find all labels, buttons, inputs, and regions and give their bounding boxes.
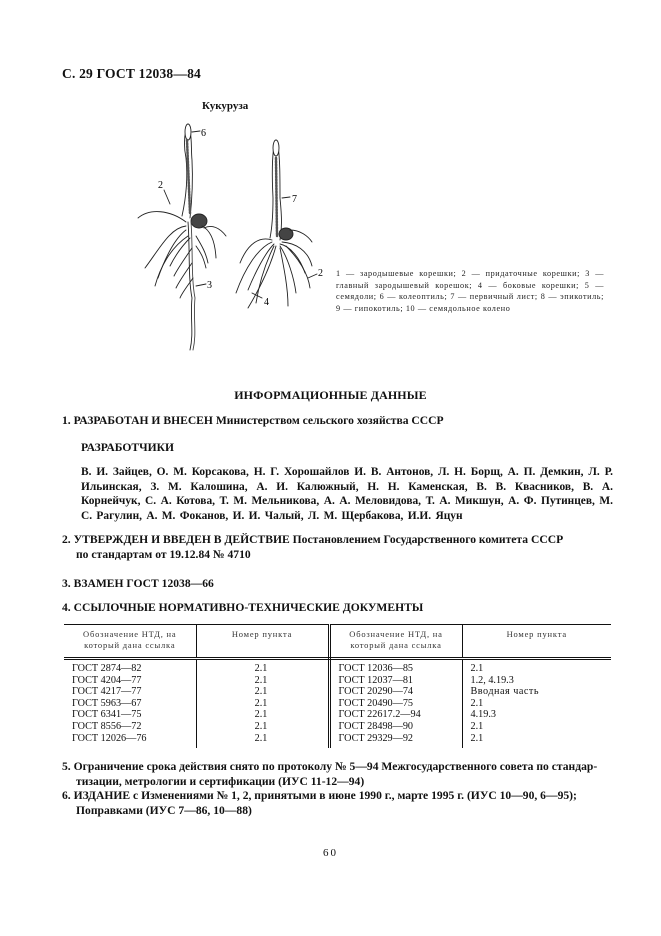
doc-cell: ГОСТ 28498—90 [329, 721, 462, 733]
doc-cell: ГОСТ 5963—67 [64, 698, 196, 710]
doc-cell: ГОСТ 29329—92 [329, 733, 462, 749]
clause-cell: 2.1 [470, 697, 484, 709]
page-number: 60 [323, 847, 338, 859]
label-2-right: 2 [318, 268, 323, 279]
header-doc-right: Обозначение НТД, на который дана ссылка [329, 625, 462, 659]
table-row [64, 698, 611, 710]
doc-cell: ГОСТ 8556—72 [64, 721, 196, 733]
doc-cell: ГОСТ 4204—77 [64, 675, 196, 687]
developers-list: В. И. Зайцев, О. М. Корсакова, Н. Г. Хорошайлов И. В. Антонов, Л. Н. Борщ, А. П. Демкин, Л. Р. Ильинская, З. М. Калошина, А. И. Калюжный, Н. Н. Каменская, В. В. Квасников, В. А. Корнейчук, С. А. Котова, Т. М. Мельникова, А. А. Меловидова, Т. А. Микшун, А. Ф. Путинцев, М. С. Рагулин, А. М. Фоканов, И. И. Чалый, Л. М. Щербакова, И.И. Яцун [81, 466, 613, 522]
item-6-line1: 6. ИЗДАНИЕ с Изменениями № 1, 2, принятыми в июне 1990 г., марте 1995 г. (ИУС 10—90, 6—95); [62, 789, 577, 802]
table-row [64, 709, 611, 721]
label-2-left: 2 [158, 180, 163, 191]
clause-cell: 2.1 [470, 732, 484, 744]
clause-cell: 2.1 [196, 659, 329, 675]
doc-cell: ГОСТ 4217—77 [64, 686, 196, 698]
label-3: 3 [207, 280, 212, 291]
section-title: ИНФОРМАЦИОННЫЕ ДАННЫЕ [234, 388, 427, 402]
item-2-lead: 2. УТВЕРЖДЕН И ВВЕДЕН В ДЕЙСТВИЕ [62, 533, 290, 546]
figure-caption: 1 — зародышевые корешки; 2 — придаточные корешки; 3 — главный зародышевый корешок; 4 — боковые корешки; 5 — семядоли; 6 — колеоптиль; 7 — первичный лист; 8 — эпикотиль; 9 — гипокотиль; 10 — семядольное колено [336, 269, 604, 313]
doc-cell: ГОСТ 12037—81 [329, 675, 462, 687]
references-table [64, 624, 611, 748]
figure-title: Кукуруза [202, 100, 249, 112]
table-row [64, 686, 611, 698]
item-1-lead: 1. РАЗРАБОТАН И ВНЕСЕН [62, 414, 213, 427]
clause-cell: 2.1 [196, 709, 329, 721]
item-4-references: 4. ССЫЛОЧНЫЕ НОРМАТИВНО-ТЕХНИЧЕСКИЕ ДОКУМЕНТЫ [62, 601, 424, 614]
clause-cell: 2.1 [196, 675, 329, 687]
clause-cell: 4.19.3 [470, 709, 496, 721]
item-6-edition [62, 789, 622, 818]
doc-cell: ГОСТ 6341—75 [64, 709, 196, 721]
item-6-line2: Поправками (ИУС 7—86, 10—88) [76, 803, 252, 817]
label-4: 4 [264, 297, 269, 308]
doc-cell: ГОСТ 22617.2—94 [329, 709, 462, 721]
clause-cell: 1.2, 4.19.3 [470, 674, 514, 686]
doc-cell: ГОСТ 12026—76 [64, 733, 196, 749]
table-header-row [64, 625, 611, 659]
label-7: 7 [292, 194, 297, 205]
table-row [64, 721, 611, 733]
item-3-replaces: 3. ВЗАМЕН ГОСТ 12038—66 [62, 577, 214, 590]
doc-cell: ГОСТ 12036—85 [329, 659, 462, 675]
doc-cell: ГОСТ 20490—75 [329, 698, 462, 710]
developers-label: РАЗРАБОТЧИКИ [81, 441, 175, 454]
header-clause-right: Номер пункта [462, 625, 611, 659]
item-2-approved [62, 533, 563, 562]
item-1-developed [62, 414, 444, 429]
doc-cell: ГОСТ 20290—74 [329, 686, 462, 698]
header-doc-left: Обозначение НТД, на который дана ссылка [64, 625, 196, 659]
item-5-limitation [62, 760, 617, 789]
doc-cell: ГОСТ 2874—82 [64, 659, 196, 675]
corn-seedling-illustration [130, 118, 345, 353]
item-5-line2: тизации, метрологии и сертификации (ИУС 11-12—94) [76, 774, 365, 788]
clause-cell: 2.1 [196, 721, 329, 733]
table-row [64, 675, 611, 687]
clause-cell: 2.1 [196, 733, 329, 749]
header-clause-left: Номер пункта [196, 625, 329, 659]
item-5-line1: 5. Ограничение срока действия снято по протоколу № 5—94 Межгосударственного совета по стандар- [62, 760, 598, 773]
clause-cell: 2.1 [196, 686, 329, 698]
page-header: С. 29 ГОСТ 12038—84 [62, 66, 201, 81]
clause-cell: Вводная часть [470, 686, 539, 698]
clause-cell: 2.1 [196, 698, 329, 710]
table-row [64, 659, 611, 675]
clause-cell: 2.1 [470, 663, 484, 674]
item-1-text: Министерством сельского хозяйства СССР [212, 414, 444, 427]
table-row [64, 733, 611, 749]
item-2-cont: по стандартам от 19.12.84 № 4710 [76, 547, 251, 561]
label-6: 6 [201, 128, 206, 139]
clause-cell: 2.1 [470, 720, 484, 732]
item-2-text: Постановлением Государственного комитета СССР [289, 533, 564, 546]
corn-seedling-figure [130, 118, 345, 353]
